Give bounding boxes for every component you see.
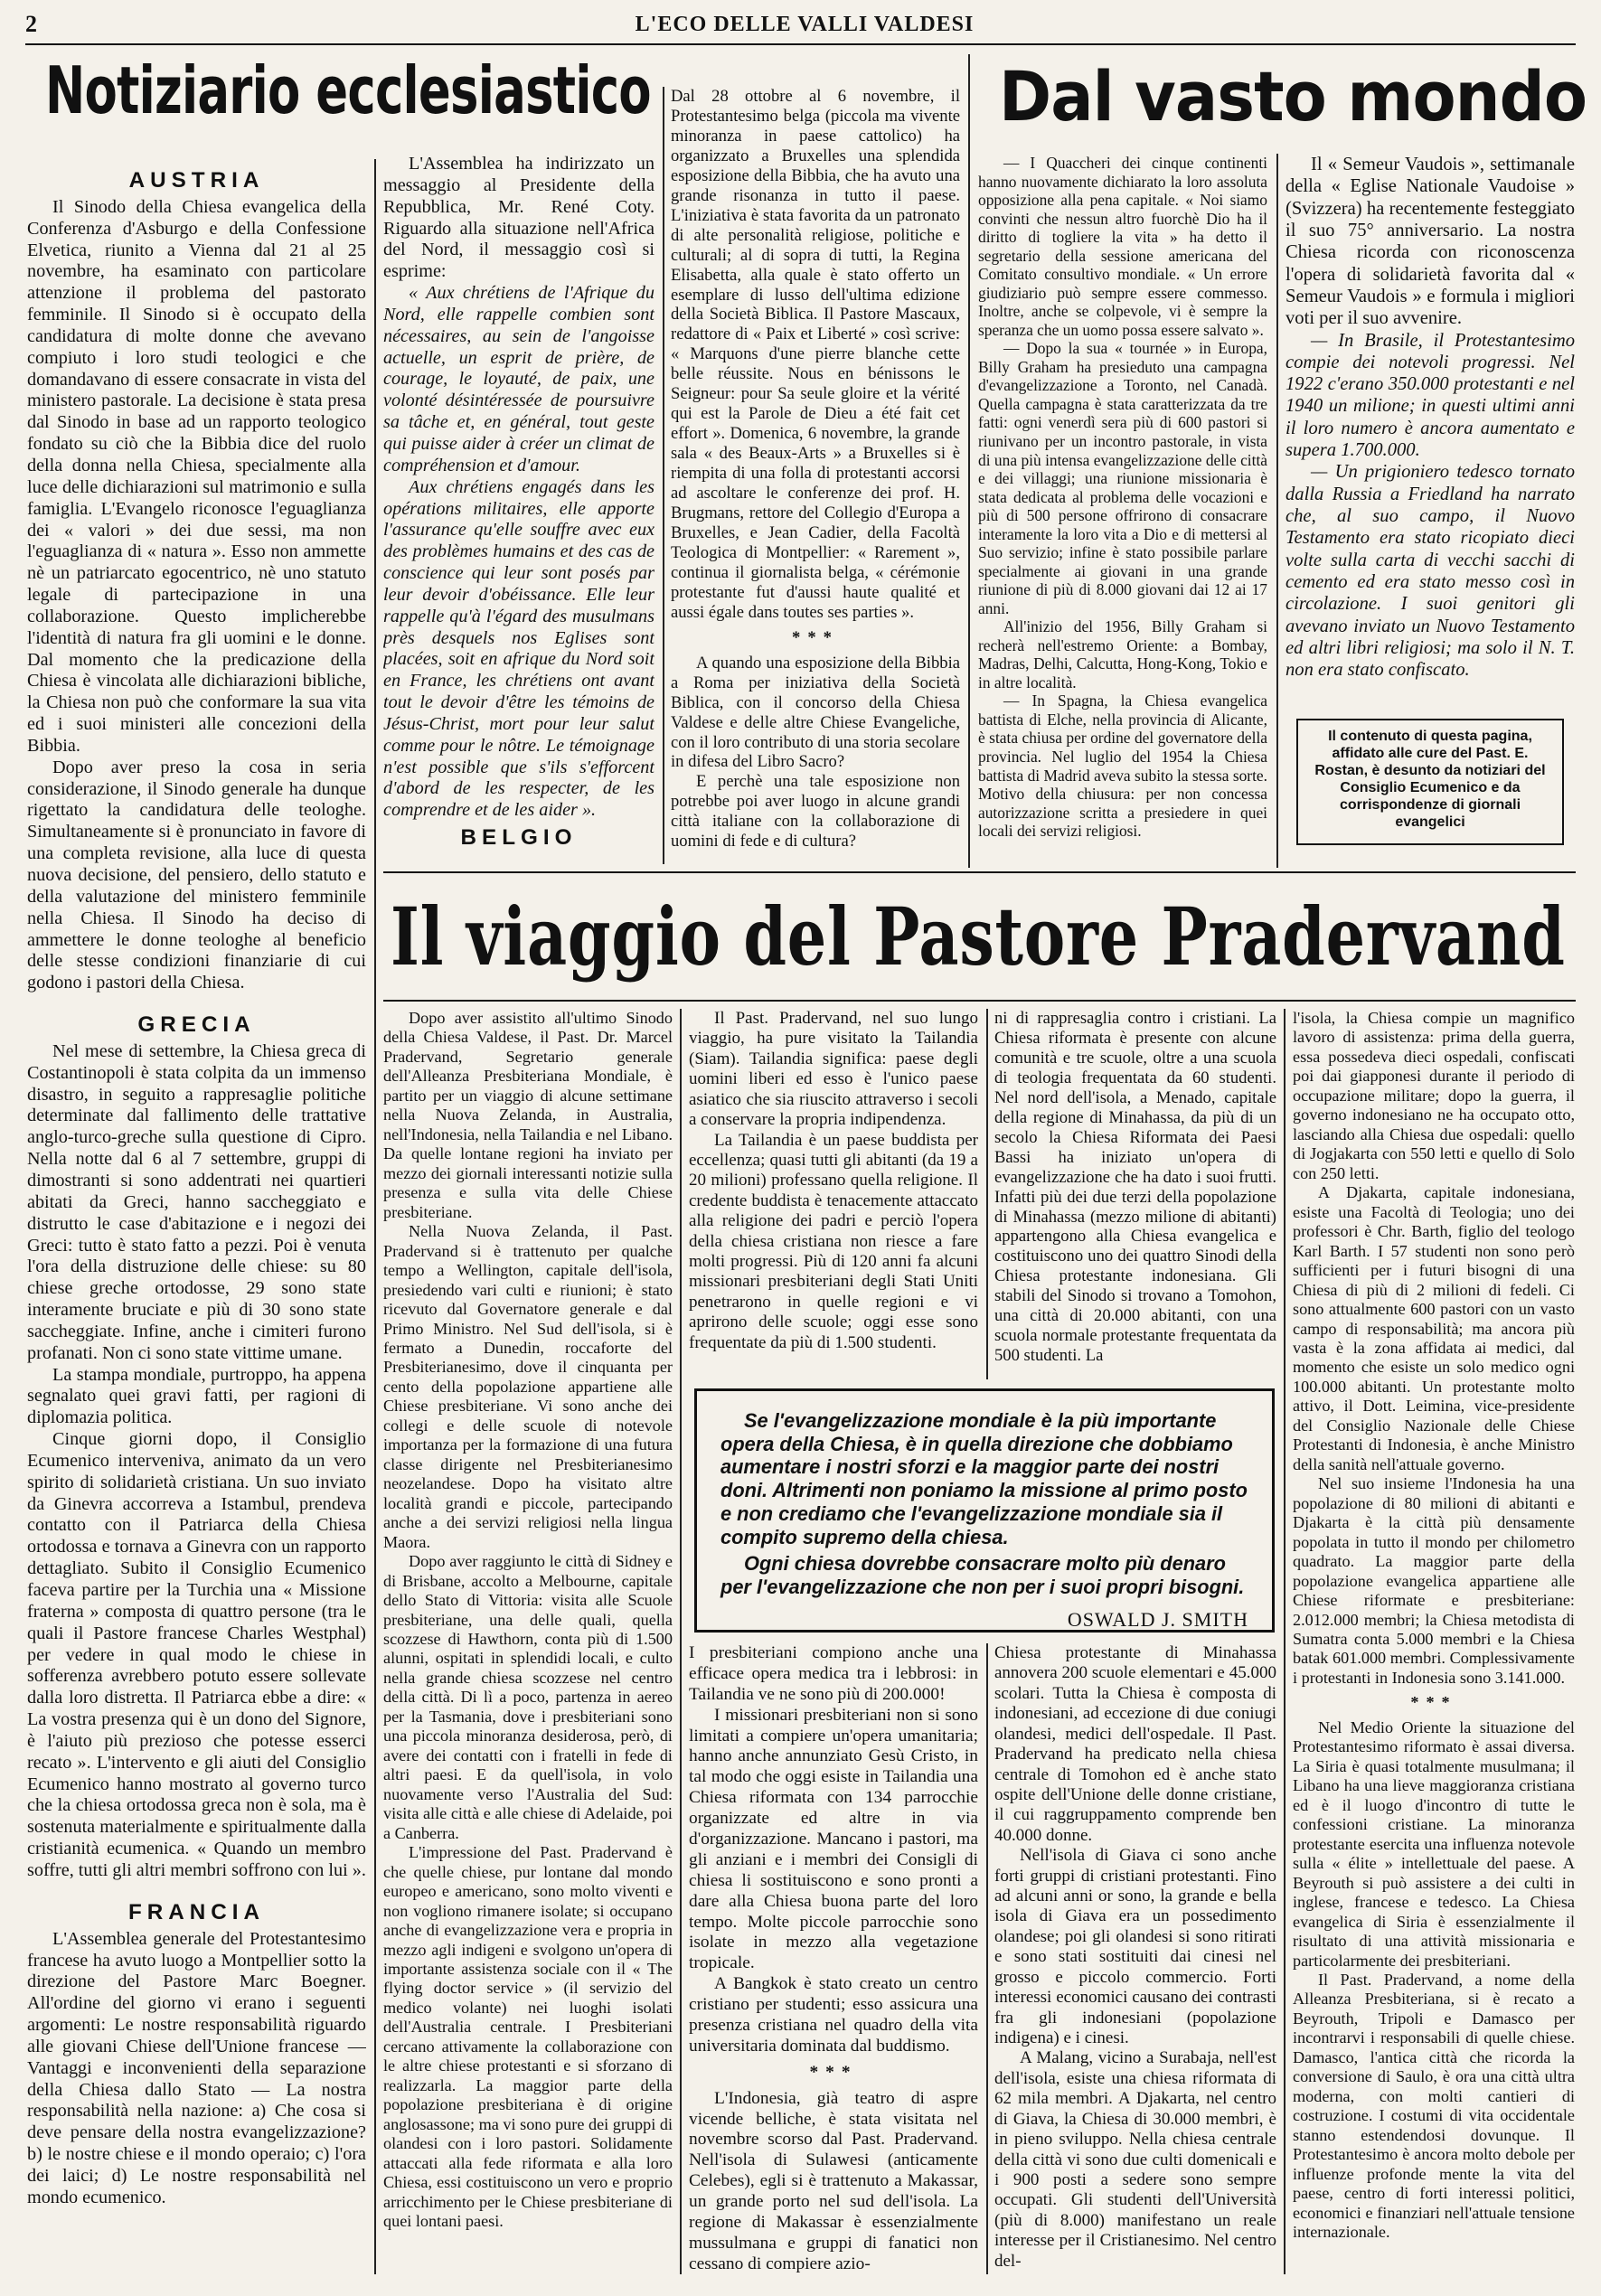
pradervand-paragraph-17: Chiesa protestante di Minahassa annovera 200 scuole elementari e 45.000 scolari. Tutta la Chiesa è composta di indonesiani, ad eccezione di due coniugi olandesi, medici dell'ospedale. Il Past. Pradervand ha predicato nella chiesa centrale di Tomohon ed è anche stato ospite dell'Unione delle donne cristiane, il cui raggruppamento comprende ben 40.000 donne. bbox=[994, 1643, 1276, 1845]
pradervand-paragraph-18: Nell'isola di Giava ci sono anche forti gruppi di cristiani protestanti. Fino ad alcuni anni or sono, la grande e bella isola di Giava era un possedimento olandese; poi gli olandesi si sono ritirati e sono stati sostituiti dai cinesi nel grosso e piccolo commercio. Forti interessi economici causano dei contrasti fra gli indonesiani (popolazione indigena) e i cinesi. bbox=[994, 1846, 1276, 2048]
column-rule bbox=[986, 1009, 988, 1379]
pradervand-paragraph-3: Dopo aver raggiunto le città di Sidney e di Brisbane, accolto a Melbourne, capitale dello Stato di Vittoria: visita alle Scuole presbiteriane, una delle quali, quella scozzese di Hawthorn, conta più di 1.500 alunni, ospitati in splendidi locali, e culto nella grande chiesa scozzese nel centro della città. Di lì a poco, partenza in aereo per la Tasmania, dove i presbiteriani sono una piccola minoranza desiderosa, però, di avere dei contatti con i fratelli in fede di altri paesi. E da quell'isola, in volo nuovamente verso l'Australia del Sud: visita alle città e alle chiese di Adelaide, poi a Canberra. bbox=[383, 1552, 673, 1842]
vasto-mondo-paragraph-7: — Un prigioniero tedesco tornato dalla Russia a Friedland ha narrato che, al suo campo, il Nuovo Testamento era stato ricopiato dieci volte sulla carta di vecchi sacchi di cemento ed era stato messo così in circolazione. I suoi genitori gli avevano inviato un Nuovo Testamento ed altri libri religiosi; ma solo il N. T. non era stato confiscato. bbox=[1286, 462, 1575, 681]
francia-quote: « Aux chrétiens de l'Afrique du Nord, elle rappelle combien sont nécessaires, au sein de l'angoisse actuelle, un esprit de prière, de courage, le loyauté, de paix, une volonté désintéressée de poursuivre sa tâche et, en général, tout geste qui puisse aider à créer un climat de compréhension et d'amour. bbox=[383, 283, 655, 475]
smith-quote-box bbox=[694, 1388, 1275, 1633]
belgio-paragraph: Dal 28 ottobre al 6 novembre, il Protestantesimo belga (piccola ma vivente minoranza in paese cattolico) ha organizzato a Bruxelles una splendida esposizione della Bibbia, che ha avuto una grande risonanza in tutto il paese. L'iniziativa è stata favorita da un patronato di alte personalità religiose, politiche e culturali; al di sopra di tutti, la Regina Elisabetta, alla quale è stato offerto un esemplare di lusso dell'ultima edizione della Società Biblica. Il Pastore Mascaux, redattore di « Paix et Liberté » così scrive: « Marquons d'une pierre blanche cette belle réussite. Nous en bénissons le Seigneur: pour Sa seule gloire et la vérité qui est la Parole de Dieu a été fait cet effort ». Domenica, 6 novembre, la grande sala « des Beaux-Arts » a Bruxelles si è riempita di una folla di protestanti accorsi ad ascoltare le conferenze dei prof. H. Brugmans, rettore del Collegio d'Europa a Bruxelles, e Jean Cadier, della Facoltà Teologica di Montpellier: « Rarement », continua il giornalista belga, « cérémonie protestante fut d'aussi haute qualité et aussi égale dans toutes ses parties ». bbox=[671, 87, 960, 622]
vasto-mondo-paragraph-4: — In Spagna, la Chiesa evangelica battista di Elche, nella provincia di Alicante, è stata chiusa per ordine del governatore della provincia. Nel luglio del 1954 la Chiesa battista di Madrid aveva subito la stessa sorte. Motivo della chiusura: per non concessa autorizzazione scritta a presiedere in quei locali dei servizi religiosi. bbox=[978, 692, 1267, 841]
newspaper-title: L'ECO DELLE VALLI VALDESI bbox=[635, 13, 975, 36]
column-rule bbox=[1284, 1009, 1286, 2274]
pradervand-paragraph-2: Nella Nuova Zelanda, il Past. Pradervand si è trattenuto per qualche tempo a Wellington, capitale dell'isola, presiedendo vari culti e riunioni; è stato ricevuto dal Governatore generale e dal Primo Ministro. Nel Sud dell'isola, si è fermato a Dunedin, roccaforte del Presbiterianesimo, dove il cinquanta per cento della popolazione appartiene alle Chiese presbiteriane. Vi sono anche dei collegi e delle scuole di notevole importanza per la formazione di una futura classe dirigente nel Presbiterianesimo neozelandese. Dopo ha visitato altre località grandi e piccole, partecipando anche a dei servizi religiosi nella lingua Maora. bbox=[383, 1222, 673, 1551]
column-rule bbox=[986, 1643, 988, 2274]
pradervand-paragraph-11: Nel Medio Oriente la situazione del Protestantesimo riformato è assai diversa. La Siria è quasi totalmente musulmana; il Libano ha una lieve maggioranza cristiana ed è il luogo d'incontro di tutte le confessioni cristiane. La minoranza protestante esercita una influenza notevole sulla « élite » intellettuale del paese. A Beyrouth si può assistere a dei culti in inglese, francese e tedesco. La Chiesa evangelica di Siria è essenzialmente il risultato di una attività missionaria e particolarmente dei presbiteriani. bbox=[1293, 1717, 1575, 1970]
pradervand-paragraph-13: I presbiteriani compiono anche una efficace opera medica tra i lebbrosi: in Tailandia ve ne sono più di 200.000! bbox=[689, 1643, 978, 1704]
pradervand-paragraph-7: ni di rappresaglia contro i cristiani. La Chiesa riformata è presente con alcune comunità e tre scuole, oltre a una scuola di teologia frequentata da 60 studenti. Nel nord dell'isola, a Menado, capitale della regione di Minahassa, da più di un secolo la Chiesa Riformata dei Paesi Bassi ha iniziato un'opera di evangelizzazione che ha dato i suoi frutti. Infatti più dei due terzi della popolazione di Minahassa (mezzo milione di abitanti) appartengono alla Chiesa evangelica e costituiscono uno dei quattro Sinodi della Chiesa protestante indonesiana. Gli stabili del Sinodo si trovano a Tomohon, una città di 20.000 abitanti, con una scuola normale protestante frequentata da 500 studenti. La bbox=[994, 1009, 1276, 1366]
pradervand-paragraph-12: Il Past. Pradervand, a nome della Alleanza Presbiteriana, si è recato a Beyrouth, Tripoli e Damasco per incontrarvi i responsabili di quelle chiese. Damasco, l'antica città che ricorda la conversione di Saulo, è ora una città ultra moderna, con molti cantieri di costruzione. I costumi di vita occidentale stanno estendendosi dovunque. Il Protestantesimo è ancora molto debole per influenze profonde mente la vita del paese, centro di forti interessi politici, economici e finanziari nell'attuale tensione internazionale. bbox=[1293, 1970, 1575, 2242]
separator-stars: *** bbox=[809, 2062, 858, 2082]
section-rule bbox=[383, 871, 1576, 873]
smith-quote: Se l'evangelizzazione mondiale è la più importante opera della Chiesa, è in quella direzione che dobbiamo aumentare i nostri sforzi e la maggior parte dei nostri doni. Altrimenti non poniamo la missione al primo posto e non crediamo che l'evangelizzazione mondiale sia il compito supremo della chiesa. bbox=[720, 1409, 1248, 1548]
belgio-paragraph-3: E perchè una tale esposizione non potrebbe poi aver luogo in alcune grandi città italiane con la collaborazione di uomini di fede e di cultura? bbox=[671, 772, 960, 852]
pradervand-paragraph-10: Nel suo insieme l'Indonesia ha una popolazione di 80 milioni di abitanti e Djakarta è la città più densamente popolata in tutto il mondo per chilometro quadrato. La maggior parte della popolazione evangelica appartiene alle Chiese riformate e presbiteriane: 2.012.000 membri; la Chiesa metodista di Sumatra conta 5.000 membri e la Chiesa batak 601.000 membri. Complessivamente i protestanti in Indonesia sono 3.141.000. bbox=[1293, 1474, 1575, 1687]
vasto-mondo-column-2 bbox=[1286, 154, 1575, 696]
vasto-mondo-paragraph-5: Il « Semeur Vaudois », settimanale della « Eglise Nationale Vaudoise » (Svizzera) ha recentemente festeggiato il suo 75° anniversario. La nostra Chiesa ricorda con riconoscenza l'opera di solidarietà favorita dal « Semeur Vaudois » e formula i migliori voti per il suo avvenire. bbox=[1286, 155, 1575, 329]
pradervand-column-3-lower bbox=[994, 1643, 1276, 2274]
pradervand-paragraph-14: I missionari presbiteriani non si sono limitati a compiere un'opera umanitaria; hanno anche annunziato Gesù Cristo, in tal modo che oggi esiste in Tailandia una Chiesa riformata con 134 parrocchie organizzate ed altre in via d'organizzazione. Mancano i pastori, ma gli anziani e i membri dei Consigli di chiesa li sostituiscono e sono pronti a dare alla Chiesa buona parte del loro tempo. Molte piccole parrocchie sono isolate in mezzo alla vegetazione tropicale. bbox=[689, 1705, 978, 1973]
vasto-mondo-paragraph-2: — Dopo la sua « tournée » in Europa, Billy Graham ha presieduto una campagna d'evangelizzazione a Toronto, nel Canadà. Quella campagna è stata caratterizzata da tre fatti: ogni venerdì sera più di 600 pastori si riunivano per un incontro pastorale, in vista di una più intensa evangelizzazione delle città e dei villaggi; una riunione missionaria è stata dedicata al problema delle vocazioni e più di 500 persone offrirono di consacrare interamente la loro vita a Dio e di mettersi al Suo servizio; infine è stato possibile parlare specialmente ai giovani in una grande riunione di più di 8.000 giovani dai 12 ai 17 anni. bbox=[978, 339, 1267, 617]
pradervand-column-4 bbox=[1293, 1009, 1575, 2274]
pradervand-paragraph-5: Il Past. Pradervand, nel suo lungo viaggio, ha pure visitato la Tailandia (Siam). Tailandia significa: paese degli uomini liberi ed esso è l'unico paese asiatico che sia riuscito attraverso i secoli a conservare la propria indipendenza. bbox=[689, 1009, 978, 1130]
pradervand-column-2-lower bbox=[689, 1643, 978, 2274]
pradervand-paragraph-15: A Bangkok è stato creato un centro cristiano per studenti; esso assicura una presenza cristiana nel quadro della vita universitaria dominata dal buddismo. bbox=[689, 1974, 978, 2056]
notiziario-column-2 bbox=[383, 154, 655, 868]
pradervand-headline: Il viaggio del Pastore Pradervand bbox=[391, 889, 1566, 983]
grecia-paragraph-3: Cinque giorni dopo, il Consiglio Ecumenico interveniva, animato da un vero spirito di solidarietà cristiana. Un suo inviato da Ginevra accorreva a Istambul, prendeva contatto con il Patriarca della Chiesa ortodossa e tornava a Ginevra con un rapporto dettagliato. Subito il Consiglio Ecumenico faceva partire per la Turchia una « Missione fraterna » composta di quattro persone (tra le quali il Pastore francese Charles Westphal) per vedere in qual modo le chiese in sofferenza avrebbero potuto essere sollevate dalla loro distretta. Il Patriarca ebbe a dire: « La vostra presenza qui è un dono del Signore, è l'aiuto più prezioso che potesse esserci recato ». L'intervento e gli aiuti del Consiglio Ecumenico hanno mostrato al governo turco che la chiesa ortodossa greca non è sola, ma è sostenuta materialmente e spiritualmente dalla cristianità ecumenica. « Quando un membro soffre, tutti gli altri membri soffrono con lui ». bbox=[27, 1429, 366, 1880]
vasto-mondo-paragraph: — I Quaccheri dei cinque continenti hanno nuovamente dichiarato la loro assoluta opposizione alla pena capitale. « Noi siamo convinti che nessun altro fuorchè Dio ha il diritto di togliere la vita » ha detto il segretario della sessione americana del Comitato consultivo mondiale. « Un errore giudiziario può sempre essere commesso. Inoltre, anche se colpevole, vi è sempre la speranza che un uomo possa essere salvato ». bbox=[978, 154, 1267, 339]
austria-title: AUSTRIA bbox=[128, 168, 265, 193]
grecia-paragraph-2: La stampa mondiale, purtroppo, ha appena segnalato quei gravi fatti, per ragioni di diplomazia politica. bbox=[27, 1364, 366, 1428]
column-rule bbox=[374, 159, 376, 2274]
pradervand-column-1 bbox=[383, 1009, 673, 2274]
austria-paragraph-2: Dopo aver preso la cosa in seria considerazione, il Sinodo generale ha dunque rigettato la candidatura delle teologhe. Simultaneamente si è pronunciato in favore di una completa revisione, alla luce di questa nuova decisione, del pensiero, dello statuto e della valutazione del ministero femminile nella Chiesa. Il Sinodo ha deciso di ammettere le donne teologhe al beneficio delle stesse condizioni finanziarie di cui godono i pastori della Chiesa. bbox=[27, 757, 366, 993]
column-rule bbox=[968, 54, 970, 868]
pradervand-paragraph-9: A Djakarta, capitale indonesiana, esiste una Facoltà di Teologia; uno dei professori è Chr. Barth, figlio del teologo Karl Barth. I 57 studenti non sono però sufficienti per i futuri bisogni di una Chiesa di più di 2 milioni di fedeli. Ci sono attualmente 600 pastori con un vasto campo di responsabilità; ma ancora più vasta è la zona affidata ai medici, dal momento che esiste un solo medico ogni 100.000 abitanti. Un protestante molto attivo, il Dott. Leimina, vice-presidente del Consiglio Nazionale delle Chiese Protestanti di Indonesia, è anche Ministro della sanità nell'attuale governo. bbox=[1293, 1183, 1575, 1473]
editorial-note-box: Il contenuto di questa pagina, affidato alle cure del Past. E. Rostan, è desunto da notiziari del Consiglio Ecumenico e da corrispondenze di giornali evangelici bbox=[1296, 719, 1564, 845]
separator-stars: *** bbox=[792, 627, 839, 647]
vasto-mondo-paragraph-3: All'inizio del 1956, Billy Graham si recherà nell'estremo Oriente: a Bombay, Madras, Delhi, Calcutta, Hong-Kong, Tokio e in altre località. bbox=[978, 617, 1267, 692]
vasto-mondo-paragraph-6: — In Brasile, il Protestantesimo compie dei notevoli progressi. Nel 1922 c'erano 350.000 protestanti e nel 1940 un milione; in questi ultimi anni il loro numero è ancora aumentato e supera 1.700.000. bbox=[1286, 330, 1575, 461]
francia-paragraph-2: L'Assemblea ha indirizzato un messaggio al Presidente della Repubblica, Mr. René Coty. Riguardo alla situazione nell'Africa del Nord, il messaggio così si esprime: bbox=[383, 154, 655, 282]
pradervand-paragraph-8: l'isola, la Chiesa compie un magnifico lavoro di assistenza: prima della guerra, essa possedeva dieci ospedali, confiscati poi dai giapponesi durante il periodo di occupazione militare; dopo la guerra, il governo indonesiano ne ha occupato otto, lasciando alla Chiesa due ospedali: quello di Jogjakarta con 550 letti e quello di Solo con 250 letti. bbox=[1293, 1009, 1575, 1182]
pradervand-paragraph-4: L'impressione del Past. Pradervand è che quelle chiese, pur lontane dal mondo europeo e americano, sono molto viventi e non vogliono rimanere isolate; si occupano anche di evangelizzazione vera e propria in mezzo agli indigeni e svolgono un'opera di importante assistenza sociale con il « The flying doctor service » (il servizio del medico volante) nei luoghi isolati dell'Australia centrale. I Presbiteriani cercano attivamente la collaborazione con le altre chiese protestanti e si sforzano di realizzarla. La maggior parte della popolazione presbiteriana è di origine anglosassone; ma vi sono pure dei gruppi di olandesi con i loro pastori. Solidamente attaccati alla fede riformata e alla loro Chiesa, essi costituiscono un vero e proprio arricchimento per le Chiese presbiteriane di quei lontani paesi. bbox=[383, 1843, 673, 2231]
masthead-rule bbox=[25, 43, 1576, 45]
pradervand-paragraph-19: A Malang, vicino a Surabaja, nell'est dell'isola, esiste una chiesa riformata di 62 mila membri. A Djakarta, nel centro di Giava, la Chiesa di 30.000 membri, è in pieno sviluppo. Nella chiesa centrale della città vi sono due culti domenicali e i 900 posti a sedere sono sempre occupati. Gli studenti dell'Università (più di 8.000) manifestano un reale interesse per il Cristianesimo. Nel centro del- bbox=[994, 2048, 1276, 2271]
column-rule bbox=[680, 1009, 682, 2274]
belgio-paragraph-2: A quando una esposizione della Bibbia a Roma per iniziativa della Società Biblica, con il concorso della Chiesa Valdese e delle altre Chiese Evangeliche, con il loro contributo di una storia secolare in difesa del Libro Sacro? bbox=[671, 653, 960, 772]
pradervand-paragraph-6: La Tailandia è un paese buddista per eccellenza; quasi tutti gli abitanti (da 19 a 20 milioni) professano quella religione. Il credente buddista è tenacemente attaccato alla religione dei padri e perciò l'opera della chiesa cristiana non riesce a fare molti progressi. Più di 120 anni fa alcuni missionari presbiteriani degli Stati Uniti penetrarono in quelle regioni e vi aprirono delle scuole; oggi esse sono frequentate da più di 1.500 studenti. bbox=[689, 1130, 978, 1352]
section-rule bbox=[383, 1000, 1576, 1002]
column-rule bbox=[1276, 154, 1278, 868]
pradervand-column-3 bbox=[994, 1009, 1276, 1379]
austria-paragraph: Il Sinodo della Chiesa evangelica della Conferenza d'Asburgo e della Confessione Elvetica, riunito a Vienna dal 21 al 25 novembre, ha esaminato con particolare attenzione il problema del pastorato femminile. Il Sinodo si è occupato della candidatura di molte donne che avevano compiuto i loro studi teologici e che domandavano di essere consacrate in vista del ministero pastorale. La decisione è stata presa dal Sinodo in base ad un rapporto teologico fondato su ciò che la Bibbia dice del ruolo della donna nella Chiesa, specialmente alla luce delle dichiarazioni sul matrimonio e sulla famiglia. L'Evangelo riconosce l'eguaglianza dei « valori » dei due sessi, ma non l'eguaglianza di « natura ». Esso non ammette nè un patriarcato egocentrico, nè uno statuto legale di partecipazione in una collaborazione. Questo implicherebbe l'identità di natura fra gli uomini e le donne. Dal momento che la predicazione della Chiesa è vincolata alle dichiarazioni bibliche, la Chiesa non può che conformare la sua vita ed i suoi ministeri alle concezioni della Bibbia. bbox=[27, 196, 366, 756]
grecia-paragraph: Nel mese di settembre, la Chiesa greca di Costantinopoli è stata colpita da un immenso disastro, in seguito a rappresaglie politiche determinate dal fallimento delle trattative anglo-turco-greche sulla questione di Cipro. Nella notte dal 6 al 7 settembre, gruppi di dimostranti si sono addentrati nei quartieri abitati da Greci, hanno saccheggiato e distrutto le case d'abitazione e i negozi dei Greci: tutto è stato fatto a pezzi. Poi è venuta l'ora della distruzione delle chiese: su 80 chiese greche ortodosse, 29 sono state interamente bruciate e più di 30 sono state saccheggiate. Infine, anche i cimiteri furono profanati. Non ci sono state vittime umane. bbox=[27, 1040, 366, 1363]
belgio-title: BELGIO bbox=[460, 825, 578, 851]
grecia-title: GRECIA bbox=[137, 1012, 256, 1038]
francia-title: FRANCIA bbox=[127, 1899, 266, 1924]
notiziario-column-3 bbox=[671, 87, 960, 868]
vasto-mondo-column-1 bbox=[978, 154, 1267, 868]
separator-stars: *** bbox=[1410, 1693, 1457, 1712]
vasto-mondo-headline: Dal vasto mondo bbox=[999, 56, 1587, 136]
francia-quote-2: Aux chrétiens engagés dans les opérations militaires, elle apporte l'assurance qu'elle souffre avec eux des problèmes humains et des cas de conscience qui leur sont posés par leur devoir d'obéissance. Elle leur rappelle qu'à l'égard des musulmans près desquels nos Eglises sont placées, soit en afrique du Nord soit en France, les chrétiens ont avant tout le devoir d'être les témoins de Jésus-Christ, mort pour leur salut comme pour le nôtre. Le témoignage n'est possible que s'ils s'efforcent d'abord de les respecter, de les comprendre et de les aider ». bbox=[383, 476, 655, 821]
smith-signature: OSWALD J. SMITH bbox=[1067, 1607, 1248, 1631]
smith-quote-2: Ogni chiesa dovrebbe consacrare molto più denaro per l'evangelizzazione che non per i suoi propri bisogni. bbox=[720, 1552, 1245, 1599]
notiziario-column-1 bbox=[27, 154, 366, 2273]
francia-paragraph: L'Assemblea generale del Protestantesimo francese ha avuto luogo a Montpellier sotto la direzione del Pastore Marc Boegner. All'ordine del giorno vi erano i seguenti argomenti: Le nostre responsabilità riguardo alle giovani Chiese dell'Unione francese — Vantaggi e inconvenienti della separazione della Chiesa dallo Stato — La nostra responsabilità nella nazione: a) Che cosa si deve pensare della nostra evangelizzazione? b) le nostre chiese e il mondo operaio; c) l'ora dei laici; d) Le nostre responsabilità nel mondo ecumenico. bbox=[27, 1928, 366, 2207]
page-number: 2 bbox=[25, 11, 37, 37]
column-rule bbox=[663, 87, 664, 864]
pradervand-column-2 bbox=[689, 1009, 978, 1379]
pradervand-paragraph: Dopo aver assistito all'ultimo Sinodo della Chiesa Valdese, il Past. Dr. Marcel Pradervand, Segretario generale dell'Alleanza Presbiteriana Mondiale, è partito per un viaggio di alcune settimane nella Nuova Zelanda, in Australia, nell'Indonesia, nella Tailandia e nel Libano. Da quelle lontane regioni ha inviato per mezzo dei giornali interessanti notizie sulla presenza e sulla vita delle Chiese presbiteriane. bbox=[383, 1009, 673, 1221]
notiziario-headline: Notiziario ecclesiastico bbox=[45, 52, 651, 128]
pradervand-paragraph-16: L'Indonesia, già teatro di aspre vicende belliche, è stata visitata nel novembre scorso dal Past. Pradervand. Nell'isola di Sulawesi (anticamente Celebes), egli si è trattenuto a Makassar, un grande porto nel sud dell'isola. La regione di Makassar è essenzialmente mussulmana e gruppi di fanatici non cessano di compiere azio- bbox=[689, 2088, 978, 2273]
